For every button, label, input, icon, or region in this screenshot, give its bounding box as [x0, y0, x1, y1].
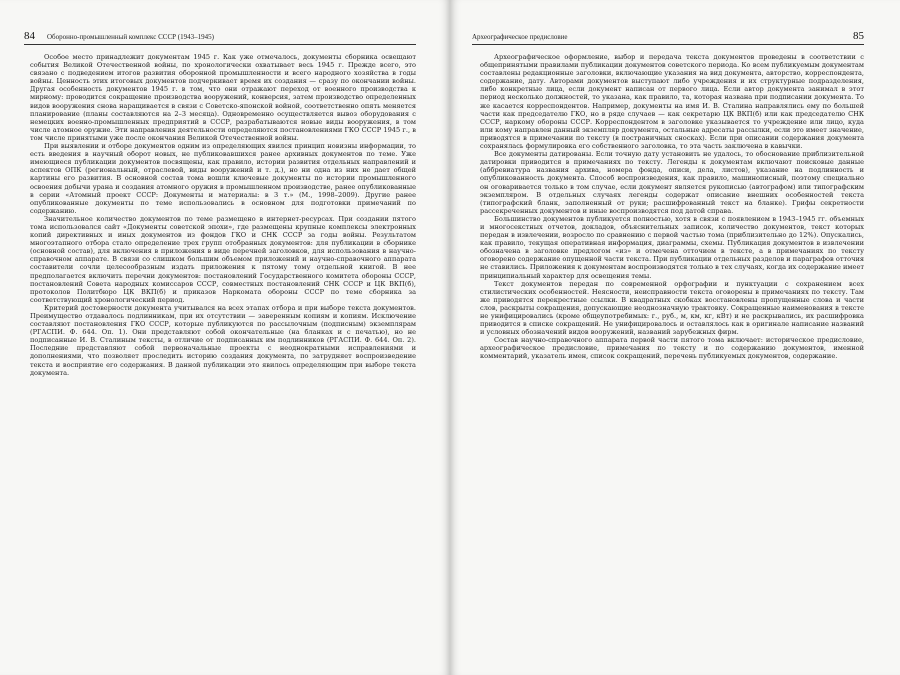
page-number: 85	[853, 30, 864, 42]
paragraph: Все документы датированы. Если точную дату установить не удалось, то обоснование приблизительной датировки приводится в примечаниях по тексту. Легенды к документам включают поисковые данные (аббревиатура названия архива, номера фонда, описи, дела, листов), указание на подлинность и опубликованность документа. Способ воспроизведения, как правило, машинописный, поэтому специально он оговаривается только в том случае, если документ является рукописью (автографом) или типографским экземпляром. В отдельных случаях легенды содержат описание внешних особенностей текста (типографский бланк, заполненный от руки; расшифрованный текст на бланке). Грифы секретности рассекреченных документов и иные воспроизводятся под датой справа.	[480, 150, 864, 215]
paragraph: Особое место принадлежит документам 1945 г. Как уже отмечалось, документы сборника освещают события Великой Отечественной войны, по хронологически охватывает весь 1945 г. Прежде всего, это связано с подведением итогов развития оборонной промышленности и всего народного хозяйства в годы войны. Ценность этих итоговых документов подчеркивает время их создания — сразу по окончании войны. Другая особенность документов 1945 г. в том, что они отражают переход от военного производства к мирному: проводится сокращение производства вооружений, конверсия, затем производство определенных видов вооружения снова наращивается в связи с Советско-японской войной, соответственно опять меняется планирование (планы составляются на 2–3 месяца). Одновременно осуществляется вывоз оборудования с немецких военно-промышленных предприятий в СССР, разрабатываются новые виды вооружения, в том числе атомное оружие. Эти направления деятельности определяются постановлениями ГКО СССР 1945 г., в том числе принятыми уже после окончания Великой Отечественной войны.	[30, 53, 416, 142]
paragraph: При выявлении и отборе документов одним из определяющих явился принцип новизны информации, то есть введения в научный оборот новых, не публиковавшихся ранее архивных документов по теме. Уже имеющиеся публикации документов посвящены, как правило, истории развития отдельных направлений и аспектов ОПК (региональный, отраслевой, виды вооружений и т. д.), но ни одна из них не дает общей картины его развития. В основной состав тома вошли ключевые документы по истории промышленного освоения добычи урана и создания атомного оружия в промышленном производстве, ранее опубликованные в серии «Атомный проект СССР: Документы и материалы: в 3 т.» (М., 1998–2009). Другие ранее опубликованные документы по теме использовались в основном для подготовки примечаний по содержанию.	[30, 142, 416, 215]
left-page-header	[24, 30, 416, 45]
right-page-header	[472, 30, 864, 45]
paragraph: Значительное количество документов по теме размещено в интернет-ресурсах. При создании пятого тома использовался сайт «Документы советской эпохи», где размещены крупные комплексы электронных копий директивных и иных документов из фондов ГКО и СНК СССР за годы войны. Результатом многоэтапного отбора стало определение трех групп отобранных документов: для публикации в сборнике (основной состав), для включения в приложения в виде перечней заголовков, для использования в научно-справочном аппарате. В связи со слишком большим объемом приложений и научно-справочного аппарата составители сочли целесообразным издать приложения к пятому тому отдельной книгой. В нее предполагается включить перечни документов: постановлений Государственного комитета обороны СССР, постановлений Совета народных комиссаров СССР, совместных постановлений СНК СССР и ЦК ВКП(б), протоколов Политбюро ЦК ВКП(б) и приказов Наркомата обороны СССР по теме сборника за соответствующий хронологический период.	[30, 214, 416, 304]
page-number: 84	[24, 30, 35, 42]
paragraph: Критерий достоверности документа учитывался на всех этапах отбора и при выборе текста документов. Преимущество отдавалось подлинникам, при их отсутствии — заверенным копиям и копиям. Исключение составляют постановления ГКО СССР, которые публикуются по рассылочным (подписным) экземплярам (РГАСПИ. Ф. 644. Оп. 1). Они представляют собой окончательные (на бланках и с печатью), но не подписанные И. В. Сталиным тексты, в отличие от подписанных им подлинников (РГАСПИ. Ф. 644. Оп. 2). Последние представляют собой первоначальные проекты с неоднократными исправлениями и дополнениями, что позволяет проследить историю создания документа, по затрудняет воспроизведение текста и восприятие его содержания. В данной публикации это явилось определяющим при выборе текста документа.	[30, 303, 416, 377]
paragraph: Текст документов передан по современной орфографии и пунктуации с сохранением всех стилистических особенностей. Неясности, неисправности текста оговорены в примечаниях по тексту. Там же приводятся перекрестные ссылки. В квадратных скобках восстановлены пропущенные слова и части слов, раскрыты сокращения, допускающие неоднозначную трактовку. Сокращенные наименования в тексте не унифицировались (кроме общеупотребимых: г., руб., м, км, кг, кВт) и не раскрывались, их расшифровка приводится в списке сокращений. Не унифицировалось и оставлялось как в оригинале написание названий и условных обозначений видов вооружений, названий зарубежных фирм.	[480, 279, 864, 337]
right-page	[450, 0, 900, 675]
running-head: Оборонно-промышленный комплекс СССР (1943–1945)	[47, 33, 214, 41]
running-head: Археографическое предисловие	[472, 33, 568, 41]
right-page-body	[480, 53, 864, 667]
paragraph: Археографическое оформление, выбор и передача текста документов проведены в соответствии с общепринятыми правилами публикации документов советского периода. Ко всем публикуемым документам составлены редакционные заголовки, включающие указания на вид документа, авторство, корреспондента, содержание, дату. Авторами документов выступают либо учреждения и их структурные подразделения, либо конкретные лица, если документ написан от первого лица. Если автор документа занимал в этот период несколько должностей, то указана, как правило, та, которая названа при подписании документа. То же касается корреспондентов. Например, документы на имя И. В. Сталина направлялись ему по большей части как председателю ГКО, но в ряде случаев — как секретарю ЦК ВКП(б) или как председателю СНК СССР, наркому обороны СССР. Корреспондентом в заголовке указывается то учреждение или лицо, куда или кому направлен данный экземпляр документа, остальные адресаты рассылки, если это имеет значение, приводятся в примечании по тексту (в постраничных сносках). Если при описании содержания документа сохранялась формулировка его собственного заголовка, то эта часть заключена в кавычки.	[480, 53, 864, 151]
paragraph: Состав научно-справочного аппарата первой части пятого тома включает: историческое предисловие, археографическое предисловие, примечания по тексту и по содержанию документов, именной комментарий, указатель имен, список сокращений, перечень публикуемых документов, содержание.	[480, 336, 864, 361]
paragraph: Большинство документов публикуется полностью, хотя в связи с появлением в 1943–1945 гг. объемных и многосекстных отчетов, докладов, объяснительных записок, количество документов, текст которых передан в извлечении, возросло по сравнению с первой частью тома (приблизительно до 12%). Опускались, как правило, текущая оперативная информация, диаграммы, схемы. Публикация документов в извлечении обозначена в заголовке предлогом «из» и отмечена отточием в тексте, а в примечаниях по тексту оговорено содержание опущенной части текста. При публикации отдельных разделов и параграфов отточия не ставились. Приложения к документам воспроизводятся только в тех случаях, когда их содержание имеет принципиальный характер для освещения темы.	[480, 214, 864, 280]
left-page-body	[30, 53, 416, 667]
